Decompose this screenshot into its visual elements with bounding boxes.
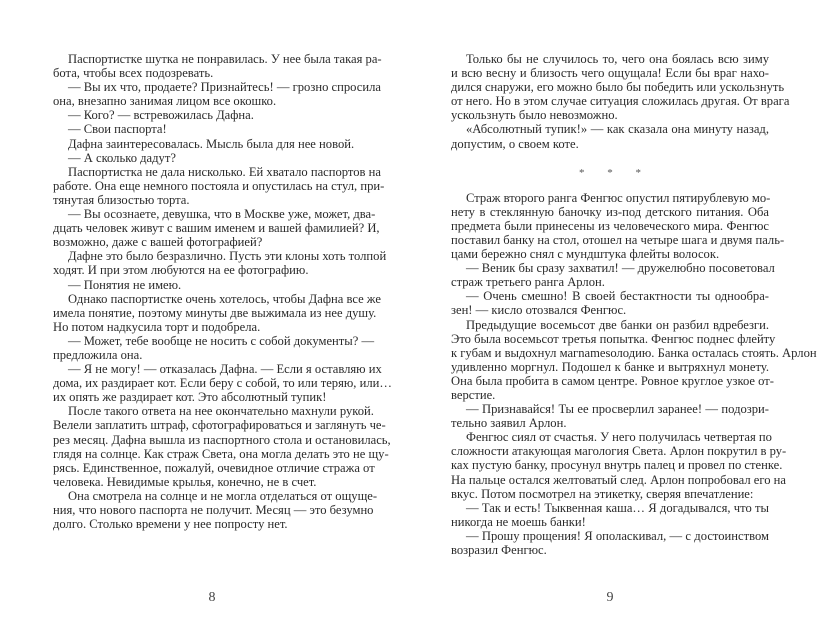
text-line: предложила она.	[53, 347, 143, 362]
text-line: тянутая близостью торта.	[53, 192, 190, 207]
paragraph	[53, 80, 381, 109]
text-line: — Прошу прощения! Я ополаскивал, — с достоинством	[466, 528, 769, 543]
left-page	[53, 52, 392, 612]
paragraph	[53, 404, 391, 489]
paragraph	[451, 529, 769, 557]
right-page	[451, 52, 817, 612]
paragraph	[53, 164, 385, 207]
text-line: поставил банку на стол, отошел на четыре шага и двумя паль-	[451, 232, 785, 247]
text-line: — Так и есть! Тыквенная каша… Я догадывался, что ты	[466, 500, 769, 515]
text-line: никогда не моешь банки!	[451, 514, 586, 529]
paragraph	[53, 151, 371, 165]
text-line: рясь. Единственное, пожалуй, очевидное отличие стража от	[53, 460, 375, 475]
paragraph	[451, 52, 790, 123]
text-line: допустим, о своем коте.	[451, 136, 579, 151]
text-line: долго. Столько времени у нее попросту нет.	[53, 517, 288, 532]
paragraph	[53, 137, 371, 151]
text-line: — Может, тебе вообще не носить с собой документы? —	[68, 333, 375, 348]
paragraph	[451, 122, 769, 150]
text-line: Она была пробита в самом центре. Ровное круглое узкое от-	[451, 373, 774, 388]
text-line: ускользнуть было невозможно.	[451, 108, 618, 123]
text-line: Она смотрела на солнце и не могла отделаться от ощуще-	[68, 488, 378, 503]
paragraph	[53, 291, 381, 334]
text-line: к губам и выдохнул магnamesолодию. Банка осталась стоять. Арлон	[451, 345, 817, 360]
text-line: — Понятия не имею.	[68, 277, 182, 292]
text-line: от него. Но в этом случае ситуация сложилась другая. От врага	[451, 94, 790, 109]
text-line: тельно заявил Арлон.	[451, 416, 567, 431]
text-line: ках пустую банку, просунул внутрь палец и провел по стенке.	[451, 458, 783, 473]
text-line: вкус. Потом посмотрел на этикетку, сверяя впечатление:	[451, 486, 754, 501]
paragraph	[53, 333, 375, 362]
text-line: возможно, даже с вашей фотографией?	[53, 235, 263, 250]
text-line: ния, что нового паспорта не получит. Месяц — это безумно	[53, 503, 374, 517]
page-number-left: 8	[208, 590, 216, 605]
text-line: сложности атакующая магология Света. Арлон покрутил в ру-	[451, 444, 787, 459]
text-line: — Вы их что, продаете? Признайтесь! — грозно спросила	[68, 80, 381, 95]
text-line: человека. Невидимые крылья, конечно, не в счет.	[53, 474, 317, 489]
paragraph	[53, 108, 371, 122]
text-line: их опять же раздирает кот. Это абсолютный тупик!	[53, 390, 327, 405]
text-line: имела понятие, поэтому минуты две выжимала из нее душу.	[53, 305, 377, 320]
text-line: ходят. И при этом любуются на ее фотографию.	[53, 263, 309, 278]
paragraph	[451, 261, 775, 290]
text-line: — Признавайся! Ты ее просверлил заранее! — подозри-	[466, 402, 769, 417]
text-line: зен! — кисло отозвался Фенгюс.	[451, 303, 627, 318]
text-line: Это была восемьсот третья попытка. Фенгюс поднес флейту	[451, 331, 776, 346]
text-line: работе. Она еще немного постояла и опустилась на стул, при-	[53, 178, 385, 193]
text-line: «Абсолютный тупик!» — как сказала она минуту назад,	[466, 122, 769, 137]
text-line: Велели заплатить штраф, сфотографироваться и заглянуть че-	[53, 418, 386, 433]
text-line: — Кого? — встревожилась Дафна.	[68, 108, 254, 123]
text-line: — Свои паспорта!	[68, 122, 167, 137]
text-line: После такого ответа на нее окончательно махнули рукой.	[68, 404, 374, 419]
text-line: — А сколько дадут?	[68, 150, 176, 165]
paragraph	[53, 122, 371, 136]
text-line: цами бережно снял с мундштука флейты волосок.	[451, 247, 720, 262]
paragraph	[451, 317, 817, 403]
paragraph	[53, 249, 387, 278]
text-line: дцать человек живут с вашим именем и вашей фамилией? И,	[53, 221, 380, 236]
text-line: Паспортистке шутка не понравилась. У нее была такая ра-	[68, 52, 382, 66]
paragraph	[451, 190, 785, 262]
text-line: рез месяц. Дафна вышла из паспортного стола и остановилась,	[53, 432, 391, 447]
text-line: На пальце остался желтоватый след. Арлон попробовал его на	[451, 472, 786, 487]
paragraph	[53, 207, 380, 250]
paragraph	[451, 402, 769, 430]
text-line: она, внезапно занимая лицом все окошко.	[53, 94, 277, 109]
paragraph	[451, 430, 787, 501]
text-line: предмета были принесены из человеческого мира. Фенгюс	[451, 218, 769, 233]
text-line: — Вы осознаете, девушка, что в Москве уже, может, два-	[68, 207, 376, 222]
page-number-right: 9	[606, 590, 614, 605]
text-line: Только бы не случилось то, чего она боялась всю зиму	[466, 52, 769, 66]
text-line: глядя на солнце. Как страж Света, она могла делать это не щу-	[53, 446, 389, 461]
text-line: верстие.	[451, 387, 496, 402]
text-line: Но потом надкусила торт и подобрела.	[53, 319, 261, 334]
text-line: Страж второго ранга Фенгюс опустил пятирублевую мо-	[466, 190, 771, 205]
text-line: Дафне это было безразлично. Пусть эти клоны хоть толпой	[68, 249, 387, 264]
text-line: — Я не могу! — отказалась Дафна. — Если я оставляю их	[68, 362, 382, 377]
text-line: бота, чтобы всех подозревать.	[53, 66, 214, 81]
text-line: дился снаружи, его можно было бы победить или ускользнуть	[451, 80, 785, 95]
text-line: Дафна заинтересовалась. Мысль была для нее новой.	[68, 136, 355, 151]
paragraph	[53, 488, 378, 532]
text-line: удивленно моргнул. Подошел к банке и вытряхнул монету.	[451, 359, 769, 374]
text-line: возразил Фенгюс.	[451, 543, 547, 557]
text-line: и всю весну и близость чего ощущала! Если бы враг нахо-	[451, 66, 769, 81]
paragraph	[451, 289, 769, 317]
text-line: — Веник бы сразу захватил! — дружелюбно посоветовал	[466, 261, 775, 276]
text-line: страж третьего ранга Арлон.	[451, 275, 605, 290]
paragraph	[53, 52, 382, 81]
text-line: Однако паспортистке очень хотелось, чтобы Дафна все же	[68, 291, 381, 306]
paragraph	[451, 501, 769, 529]
section-break-stars: * * *	[579, 166, 651, 179]
text-line: нету в стеклянную баночку из-под детского питания. Оба	[451, 204, 769, 219]
text-line: Паспортистка не дала нисколько. Ей хватало паспортов на	[68, 164, 381, 179]
text-line: Предыдущие восемьсот две банки он разбил вдребезги.	[466, 317, 769, 332]
paragraph	[53, 278, 371, 292]
text-line: Фенгюс сиял от счастья. У него получилась четвертая по	[466, 430, 772, 445]
text-line: дома, их раздирает кот. Если беру с собой, то или теряю, или…	[53, 376, 392, 391]
text-line: — Очень смешно! В своей бестактности ты однообра-	[466, 289, 769, 304]
paragraph	[53, 362, 392, 405]
